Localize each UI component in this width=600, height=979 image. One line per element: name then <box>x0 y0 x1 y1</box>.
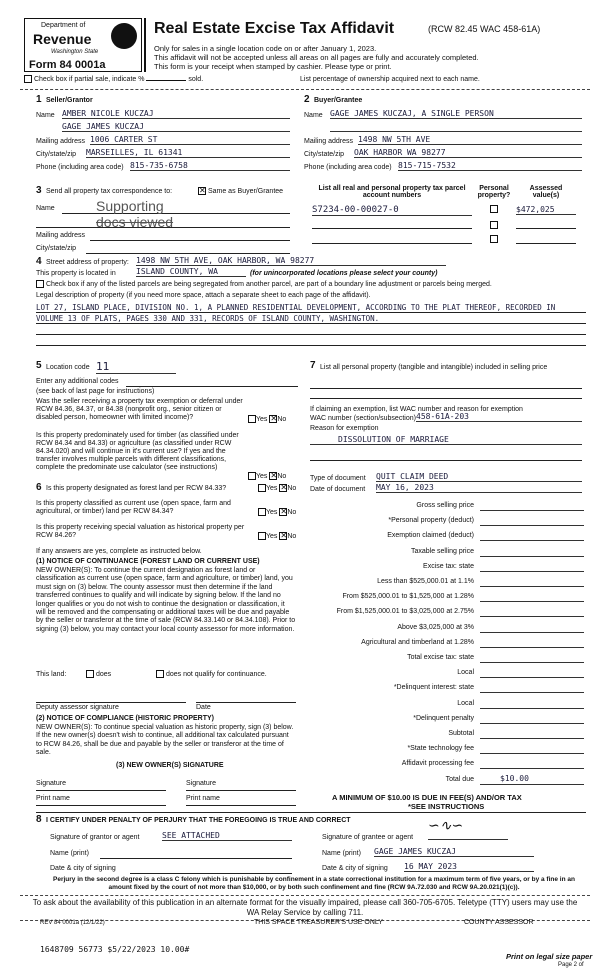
tax-row-label: Subtotal <box>448 730 474 737</box>
tax-row-label: *Personal property (deduct) <box>388 517 474 525</box>
buyer-mail[interactable]: 1498 NW 5TH AVE <box>358 135 582 145</box>
rev-number: REV 84 0001a (12/1/22) <box>40 920 105 926</box>
tax-row-label: *State technology fee <box>407 745 474 753</box>
tax-row <box>310 591 586 603</box>
buyer-phone[interactable]: 815-715-7532 <box>398 161 582 171</box>
cashier-stamp: 1648709 56773 $5/22/2023 10.00# <box>40 945 190 954</box>
tax-row <box>310 561 586 573</box>
tax-row <box>310 576 586 588</box>
tax-row-value[interactable] <box>480 500 584 511</box>
grantee-date[interactable]: 16 MAY 2023 <box>404 862 534 872</box>
assessed-heading: Assessed value(s) <box>529 185 563 199</box>
alt-format-notice: To ask about the availability of this publication in an alternate format for the visually impaired, please call 360-705-6705. Teletype (TTY) users may use the WA Relay Service by calling 711. <box>20 895 590 921</box>
treasurer-label: THIS SPACE TREASURER'S USE ONLY <box>254 919 383 926</box>
personal-checkbox-1[interactable] <box>490 205 498 213</box>
form-number: Form 84 0001a <box>29 59 106 71</box>
does-qualify: does <box>86 670 111 678</box>
partial-sale: Check box if partial sale, indicate % sold. <box>24 75 203 83</box>
tax-row <box>310 743 586 755</box>
segregation-checkbox[interactable] <box>36 280 44 288</box>
buyer-name[interactable]: GAGE JAMES KUCZAJ, A SINGLE PERSON <box>330 109 582 119</box>
segregation-check: Check box if any of the listed parcels are being segregated from another parcel, are part of a boundary line adjustment or parcels being merged. <box>36 280 492 288</box>
buyer-heading: Buyer/Grantee <box>314 97 363 104</box>
tax-row-value[interactable] <box>480 652 584 663</box>
tax-row-value[interactable] <box>480 515 584 526</box>
partial-sale-checkbox[interactable] <box>24 75 32 83</box>
q2-answer: Yes ✕No <box>248 472 286 480</box>
dept-of-text: Department of <box>41 22 86 29</box>
legal-description[interactable]: LOT 27, ISLAND PLACE, DIVISION NO. 1, A PLANNED RESIDENTIAL DEVELOPMENT, ACCORDING TO THE PLAT THEREOF, RECORDED IN VOLUME 13 OF PLATS, PAGES 330 AND 331, RECORDS OF ISLAND COUNTY, WASHINGTON. <box>36 303 556 323</box>
tax-row <box>310 606 586 618</box>
pct-note: List percentage of ownership acquired next to each name. <box>300 76 480 83</box>
tax-row <box>310 515 586 527</box>
tax-row-value[interactable] <box>480 561 584 572</box>
tax-row-value[interactable] <box>480 698 584 709</box>
legal-paper: Print on legal size paper <box>506 952 593 961</box>
assessor-label: COUNTY ASSESSOR <box>464 919 534 926</box>
personal-heading: Personal property? <box>477 185 511 199</box>
q1-yes-checkbox[interactable] <box>248 415 256 423</box>
historic-no-checkbox[interactable]: ✕ <box>280 531 288 540</box>
forest-yes-checkbox[interactable] <box>258 484 266 492</box>
correspondence-heading: Send all property tax correspondence to: <box>46 188 173 195</box>
tax-row-label: Less than $525,000.01 at 1.1% <box>377 578 474 585</box>
state-text: Washington State <box>51 49 99 55</box>
wac-number[interactable]: 458-61A-203 <box>416 412 582 422</box>
tax-row <box>310 713 586 725</box>
document-date[interactable]: MAY 16, 2023 <box>376 483 582 493</box>
seller-mail[interactable]: 1006 CARTER ST <box>90 135 290 145</box>
tax-row-label: Excise tax: state <box>423 562 474 570</box>
note-2: This affidavit will not be accepted unless all areas on all pages are fully and accurately completed. <box>154 53 479 62</box>
correspondence-section: 3 Send all property tax correspondence to: ✕ Same as Buyer/Grantee Name Supporting docs viewed Mailing address City/state/zip <box>36 183 300 253</box>
tax-row <box>310 774 586 786</box>
seller-name-1[interactable]: AMBER NICOLE KUCZAJ <box>62 109 290 119</box>
forest-no-checkbox[interactable]: ✕ <box>280 483 288 492</box>
tax-row-value[interactable] <box>480 591 584 602</box>
seller-heading: Seller/Grantor <box>46 97 93 104</box>
tax-row-value[interactable] <box>480 637 584 648</box>
tax-row <box>310 530 586 542</box>
tax-row-label: Total excise tax: state <box>407 654 474 661</box>
tax-row-value[interactable] <box>480 622 584 633</box>
page-number: Page 2 of <box>558 962 584 968</box>
q1-no-checkbox[interactable]: ✕ <box>270 414 278 423</box>
tax-row <box>310 698 586 710</box>
tax-row-value[interactable] <box>480 713 584 724</box>
location-section: 5 Location code 11 Enter any additional codes (see back of last page for instructions) Was the seller receiving a property tax exemption or deferral under RCW 84.36, 84.37, or 84.38 (nonprofit org., senior citizen or disabled person, homeowner with limited income)? Yes ✕No Is this property predominately used for timber (as classified under RCW 84.34 and 84.33) or agriculture (as classified under RCW 84.34.020) and will continue in it's current use? If yes and the transfer involves multiple parcels with different classifications, complete the predominate use calculator (see instructions) Yes ✕No <box>36 360 306 480</box>
tax-row-label: Local <box>457 699 474 707</box>
tax-row-value[interactable] <box>480 530 584 541</box>
document-type[interactable]: QUIT CLAIM DEED <box>376 472 582 482</box>
tax-row-label: Local <box>457 669 474 677</box>
tax-row-value[interactable] <box>480 606 584 617</box>
stamp-docs-viewed: docs viewed <box>96 214 174 230</box>
tax-row-value[interactable] <box>480 546 584 557</box>
county[interactable]: ISLAND COUNTY, WA <box>136 267 246 277</box>
q2-no-checkbox[interactable]: ✕ <box>270 471 278 480</box>
q2-yes-checkbox[interactable] <box>248 472 256 480</box>
tax-row-value[interactable] <box>480 728 584 739</box>
tax-row-label: *Delinquent interest: state <box>393 684 474 692</box>
seller-section: 1 Seller/Grantor Name AMBER NICOLE KUCZAJ GAGE JAMES KUCZAJ Mailing address 1006 CARTER ST City/state/zip MARSEILLES, IL 61341 Phone (including area code) 815-735-6758 <box>36 92 294 242</box>
forest-section: 6 Is this property designated as forest land per RCW 84.33? Yes ✕No Is this property classified as current use (open space, farm and agricultural, or timber) land per RCW 84.34? Yes ✕No Is this property receiving special valuation as historical property per RCW 84.26? Yes ✕No If any answers are yes, complete as instructed below. (1) NOTICE OF CONTINUANCE (FOREST LAND OR CURRENT USE) NEW OWNER(S): To continue the current designation as forest land or classification as current use (open space, farm and agriculture, or timber) land, you must sign on (3) below. The county assessor must then determine if the land transferred continues to qualify and will indicate by signing below. If the land no longer qualifies or you do not wish to continue the designation or classification, it will be removed and the compensating or additional taxes will be due and payable by the seller or transferor at the time of sale (RCW 84.33.140 or 84.34.108). Prior to signing (3) below, you may contact your local county assessor for more information. This land: does does not qualify for continuance. Deputy assessor signature Date (2) NOTICE OF COMPLIANCE (HISTORIC PROPERTY) NEW OWNER(S): To continue special valuation as historic property, sign (3) below. If the new owner(s) doesn't wish to continue, all additional tax calculated pursuant to RCW 84.26, shall be due and payable by the seller or transferor at the time of sale. (3) NEW OWNER(S) SIGNATURE Signature Signature Print name Print name <box>36 482 306 812</box>
tax-row-label: Taxable selling price <box>410 547 474 555</box>
tax-row-value[interactable] <box>480 667 584 678</box>
note-1: Only for sales in a single location code on or after January 1, 2023. <box>154 44 377 53</box>
perjury-notice: Perjury in the second degree is a class C felony which is punishable by confinement in a state correctional institution for a maximum term of five years, or by a fine in an amount fixed by the court of not more than $10,000, or by both such confinement and fine (RCW 9A.72.030 and RCW 9A.20.021(1)(c)). <box>53 876 575 891</box>
tax-row <box>310 652 586 664</box>
currentuse-yes-checkbox[interactable] <box>258 508 266 516</box>
historic-answer: Yes ✕No <box>258 532 296 540</box>
grantor-signature[interactable]: SEE ATTACHED <box>162 831 292 841</box>
form-title: Real Estate Excise Tax Affidavit <box>154 20 395 37</box>
q1-answer: Yes ✕No <box>248 415 286 423</box>
parcel-number[interactable]: S7234-00-00027-0 <box>312 205 472 216</box>
currentuse-answer: Yes ✕No <box>258 508 296 516</box>
tax-row-label: From $1,525,000.01 to $3,025,000 at 2.75% <box>336 608 474 616</box>
tax-row-label: *Delinquent penalty <box>413 714 474 722</box>
assessed-value[interactable]: $472,025 <box>516 205 576 215</box>
header <box>20 14 590 84</box>
personal-checkbox-3[interactable] <box>490 235 498 243</box>
tax-row-label: Agricultural and timberland at 1.28% <box>361 638 474 646</box>
tax-row <box>310 682 586 694</box>
tax-row-value[interactable] <box>480 682 584 693</box>
tax-row-label: Exemption claimed (deduct) <box>387 532 474 540</box>
revenue-text: Revenue <box>33 31 92 47</box>
tax-row-value[interactable] <box>480 743 584 754</box>
historic-yes-checkbox[interactable] <box>258 532 266 540</box>
tax-row-value[interactable]: $10.00 <box>480 774 584 785</box>
tax-row-value[interactable] <box>480 758 584 769</box>
certify-section: 8 I CERTIFY UNDER PENALTY OF PERJURY THAT THE FOREGOING IS TRUE AND CORRECT Signature of grantor or agent SEE ATTACHED Name (print) Date & city of signing Signature of grantee or agent ∽∿∽ Name (print) GAGE JAMES KUCZAJ Date & city of signing 16 MAY 2023 <box>36 814 586 874</box>
tax-row <box>310 637 586 649</box>
note-3: This form is your receipt when stamped by cashier. Please type or print. <box>154 62 392 71</box>
tax-row <box>310 546 586 558</box>
personal-property-section: 7 List all personal property (tangible and intangible) included in selling price If claiming an exemption, list WAC number and reason for exemption WAC number (section/subsection) 458-61A-203 Reason for exemption DISSOLUTION OF MARRIAGE Type of document QUIT CLAIM DEED Date of document MAY 16, 2023 Gross selling price *Personal property (deduct) Exemption claimed (deduct) Taxable selling price Excise tax: state Less than $525,000.01 at 1.1% From $525,000.01 to $1,525,000 at 1.28% From $1,525,000.01 to $3,025,000 at 2.75% Above $3,025,000 at 3% Agricultural and timberland at 1.28% Total excise tax: state Local *Delinquent interest: state Local *Delinquent penalty Subtotal *State technology fee Affidavit processing fee Total due $10.00 A MINIMUM OF $10.00 IS DUE IN FEE(S) AND/OR TAX *SEE INSTRUCTIONS <box>310 360 586 810</box>
tax-row-label: Affidavit processing fee <box>401 760 474 768</box>
buyer-city[interactable]: OAK HARBOR WA 98277 <box>354 148 582 158</box>
forest-answer: Yes ✕No <box>258 484 296 492</box>
does-checkbox[interactable] <box>86 670 94 678</box>
tax-row <box>310 500 586 512</box>
location-code[interactable]: 11 <box>96 360 176 374</box>
tax-row-label: Gross selling price <box>416 502 474 509</box>
wa-logo-icon <box>111 23 137 49</box>
does-not-qualify: does not qualify for continuance. <box>156 670 296 678</box>
stamp-supporting: Supporting <box>96 198 164 214</box>
parcel-heading: List all real and personal property tax parcel account numbers <box>318 185 466 199</box>
tax-row-label: Above $3,025,000 at 3% <box>397 623 474 631</box>
grantee-name[interactable]: GAGE JAMES KUCZAJ <box>374 847 534 857</box>
seller-name-2[interactable]: GAGE JAMES KUCZAJ <box>62 122 290 132</box>
tax-row <box>310 667 586 679</box>
tax-row-value[interactable] <box>480 576 584 587</box>
exemption-reason[interactable]: DISSOLUTION OF MARRIAGE <box>310 435 582 445</box>
street-address[interactable]: 1498 NW 5TH AVE, OAK HARBOR, WA 98277 <box>136 256 446 266</box>
personal-checkbox-2[interactable] <box>490 221 498 229</box>
tax-row <box>310 758 586 770</box>
does-not-checkbox[interactable] <box>156 670 164 678</box>
grantee-signature-icon[interactable]: ∽∿∽ <box>428 818 508 840</box>
property-section: 4 Street address of property: 1498 NW 5TH AVE, OAK HARBOR, WA 98277 This property is located in ISLAND COUNTY, WA (for unincorporated locations please select your county) Check box if any of the listed parcels are being segregated from another parcel, are part of a boundary line adjustment or parcels being merged. Legal description of property (if you need more space, attach a separate sheet to each page of the affidavit). LOT 27, ISLAND PLACE, DIVISION NO. 1, A PLANNED RESIDENTIAL DEVELOPMENT, ACCORDING TO THE PLAT THEREOF, RECORDED IN VOLUME 13 OF PLATS, PAGES 330 AND 331, RECORDS OF ISLAND COUNTY, WASHINGTON. <box>36 256 586 352</box>
tax-row <box>310 622 586 634</box>
parcel-table <box>304 183 586 253</box>
seller-city[interactable]: MARSEILLES, IL 61341 <box>86 148 290 158</box>
form-rcw: (RCW 82.45 WAC 458-61A) <box>428 24 541 34</box>
tax-row-label: Total due <box>445 775 474 783</box>
dept-logo <box>24 18 142 72</box>
same-as-buyer-checkbox[interactable]: ✕ <box>199 186 206 195</box>
tax-row <box>310 728 586 740</box>
seller-phone[interactable]: 815-735-6758 <box>130 161 290 171</box>
buyer-section: 2 Buyer/Grantee Name GAGE JAMES KUCZAJ, A SINGLE PERSON Mailing address 1498 NW 5TH AVE City/state/zip OAK HARBOR WA 98277 Phone (including area code) 815-715-7532 <box>304 92 586 182</box>
same-as-buyer: ✕ Same as Buyer/Grantee <box>199 186 284 195</box>
currentuse-no-checkbox[interactable]: ✕ <box>280 507 288 516</box>
tax-row-label: From $525,000.01 to $1,525,000 at 1.28% <box>342 593 474 601</box>
